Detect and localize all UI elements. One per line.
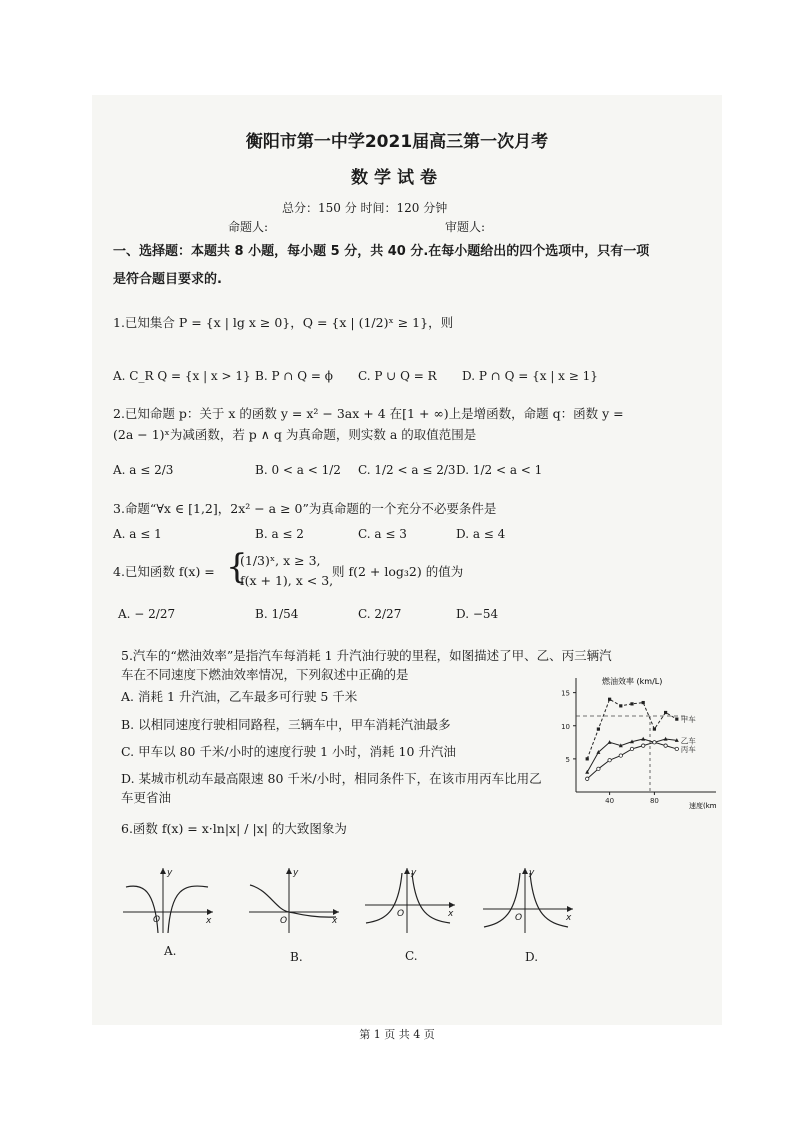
svg-text:O: O	[397, 909, 405, 919]
q5-option-c: C. 甲车以 80 千米/小时的速度行驶 1 小时，消耗 10 升汽油	[121, 744, 456, 759]
exam-title: 衡阳市第一中学2021届高三第一次月考	[245, 132, 549, 152]
data-point	[619, 704, 622, 707]
x-tick-label: 80	[649, 797, 659, 805]
data-point	[653, 727, 656, 730]
author-label: 命题人:	[228, 220, 269, 234]
svg-text:O: O	[515, 913, 523, 923]
q2-option-c: C. 1/2 < a ≤ 2/3	[358, 463, 456, 477]
svg-text:y: y	[293, 868, 299, 878]
question-2-stem: 2.已知命题 p：关于 x 的函数 y = x² − 3ax + 4 在[1 + ∞)上是增函数，命题 q：函数 y =	[113, 406, 624, 421]
svg-text:O: O	[280, 916, 288, 926]
piecewise-brace: {	[226, 547, 248, 587]
svg-text:y: y	[529, 868, 535, 878]
q1-option-c: C. P ∪ Q = R	[358, 369, 437, 383]
q3-option-c: C. a ≤ 3	[358, 527, 407, 541]
svg-text:x: x	[332, 916, 338, 926]
graph-a-label: A.	[164, 944, 177, 958]
data-point	[642, 701, 645, 704]
y-axis-label: 燃油效率 (km/L)	[602, 677, 663, 686]
graph-c-label: C.	[405, 949, 418, 963]
question-4-stem-cont: 则 f(2 + log₃2) 的值为	[332, 564, 464, 579]
q4-case-2: f(x + 1), x < 3,	[240, 573, 334, 588]
x-tick-label: 40	[605, 797, 615, 805]
graph-c	[360, 865, 460, 935]
question-4-stem: 4.已知函数 f(x) =	[113, 564, 215, 579]
q1-option-a: A. C_R Q = {x | x > 1}	[113, 369, 251, 383]
q4-option-a: A. − 2/27	[118, 607, 176, 621]
data-point	[597, 767, 600, 770]
question-3-stem: 3.命题“∀x ∈ [1,2]，2x² − a ≥ 0”为真命题的一个充分不必要条件是	[113, 501, 497, 516]
q2-option-b: B. 0 < a < 1/2	[255, 463, 341, 477]
question-2-stem-cont: (2a − 1)ˣ为减函数，若 p ∧ q 为真命题，则实数 a 的取值范围是	[113, 427, 477, 442]
q2-option-a: A. a ≤ 2/3	[113, 463, 174, 477]
question-1-stem: 1.已知集合 P = {x | lg x ≥ 0}，Q = {x | (1/2)ˣ ≥ 1}，则	[113, 315, 454, 330]
data-point	[619, 754, 622, 757]
graph-b	[244, 865, 344, 935]
question-6-stem: 6.函数 f(x) = x·ln|x| / |x| 的大致图象为	[121, 821, 347, 836]
question-5-stem: 5.汽车的“燃油效率”是指汽车每消耗 1 升汽油行驶的里程，如图描述了甲、乙、丙三辆汽	[121, 648, 612, 663]
fuel-efficiency-chart	[556, 672, 722, 812]
svg-text:x: x	[566, 913, 572, 923]
x-axis-label: 速度(km	[689, 802, 717, 810]
series-label: 甲车	[680, 715, 696, 725]
score-time: 总分：150 分 时间：120 分钟	[282, 201, 448, 215]
data-point	[608, 759, 611, 762]
q4-option-c: C. 2/27	[358, 607, 402, 621]
data-point	[630, 702, 633, 705]
data-point	[642, 744, 645, 747]
section-heading: 一、选择题：本题共 8 小题，每小题 5 分，共 40 分.在每小题给出的四个选项中，只有一项	[113, 244, 650, 259]
q5-option-d-cont: 车更省油	[121, 790, 172, 805]
data-point	[608, 698, 611, 701]
q3-option-b: B. a ≤ 2	[255, 527, 304, 541]
q4-case-1: (1/3)ˣ, x ≥ 3,	[240, 553, 321, 568]
series-label: 乙车	[680, 736, 696, 746]
question-5-stem-cont: 车在不同速度下燃油效率情况，下列叙述中正确的是	[121, 667, 409, 682]
series-label: 丙车	[680, 744, 696, 754]
y-tick-label: 5	[565, 755, 570, 764]
q2-option-d: D. 1/2 < a < 1	[456, 463, 543, 477]
svg-text:O: O	[153, 915, 161, 925]
data-point	[675, 718, 678, 721]
q4-option-b: B. 1/54	[255, 607, 299, 621]
graph-d	[478, 865, 578, 935]
q3-option-d: D. a ≤ 4	[456, 527, 506, 541]
y-tick-label: 10	[561, 722, 570, 731]
svg-text:y: y	[411, 868, 417, 878]
data-point	[630, 747, 633, 750]
data-point	[675, 747, 678, 750]
q5-option-b: B. 以相同速度行驶相同路程，三辆车中，甲车消耗汽油最多	[121, 717, 451, 732]
graph-a	[118, 865, 218, 935]
q4-option-d: D. −54	[456, 607, 499, 621]
page-footer: 第 1 页 共 4 页	[359, 1028, 435, 1041]
graph-b-label: B.	[290, 950, 303, 964]
data-point	[586, 777, 589, 780]
data-point	[641, 737, 645, 741]
svg-text:x: x	[206, 916, 212, 926]
q3-option-a: A. a ≤ 1	[113, 527, 162, 541]
svg-text:x: x	[448, 909, 454, 919]
data-point	[597, 727, 600, 730]
data-point	[653, 741, 656, 744]
graph-d-label: D.	[525, 950, 539, 964]
data-point	[664, 711, 667, 714]
svg-text:y: y	[167, 868, 173, 878]
section-heading-cont: 是符合题目要求的.	[113, 272, 222, 287]
q5-option-a: A. 消耗 1 升汽油，乙车最多可行驶 5 千米	[121, 689, 358, 704]
data-point	[608, 740, 612, 744]
exam-subtitle: 数学试卷	[351, 168, 443, 188]
data-point	[586, 757, 589, 760]
q5-option-d: D. 某城市机动车最高限速 80 千米/小时，相同条件下，在该市用丙车比用乙	[121, 771, 542, 786]
q1-option-d: D. P ∩ Q = {x | x ≥ 1}	[462, 369, 598, 383]
reviewer-label: 审题人:	[445, 220, 486, 234]
q1-option-b: B. P ∩ Q = ϕ	[255, 369, 333, 383]
data-point	[664, 744, 667, 747]
y-tick-label: 15	[561, 689, 570, 698]
